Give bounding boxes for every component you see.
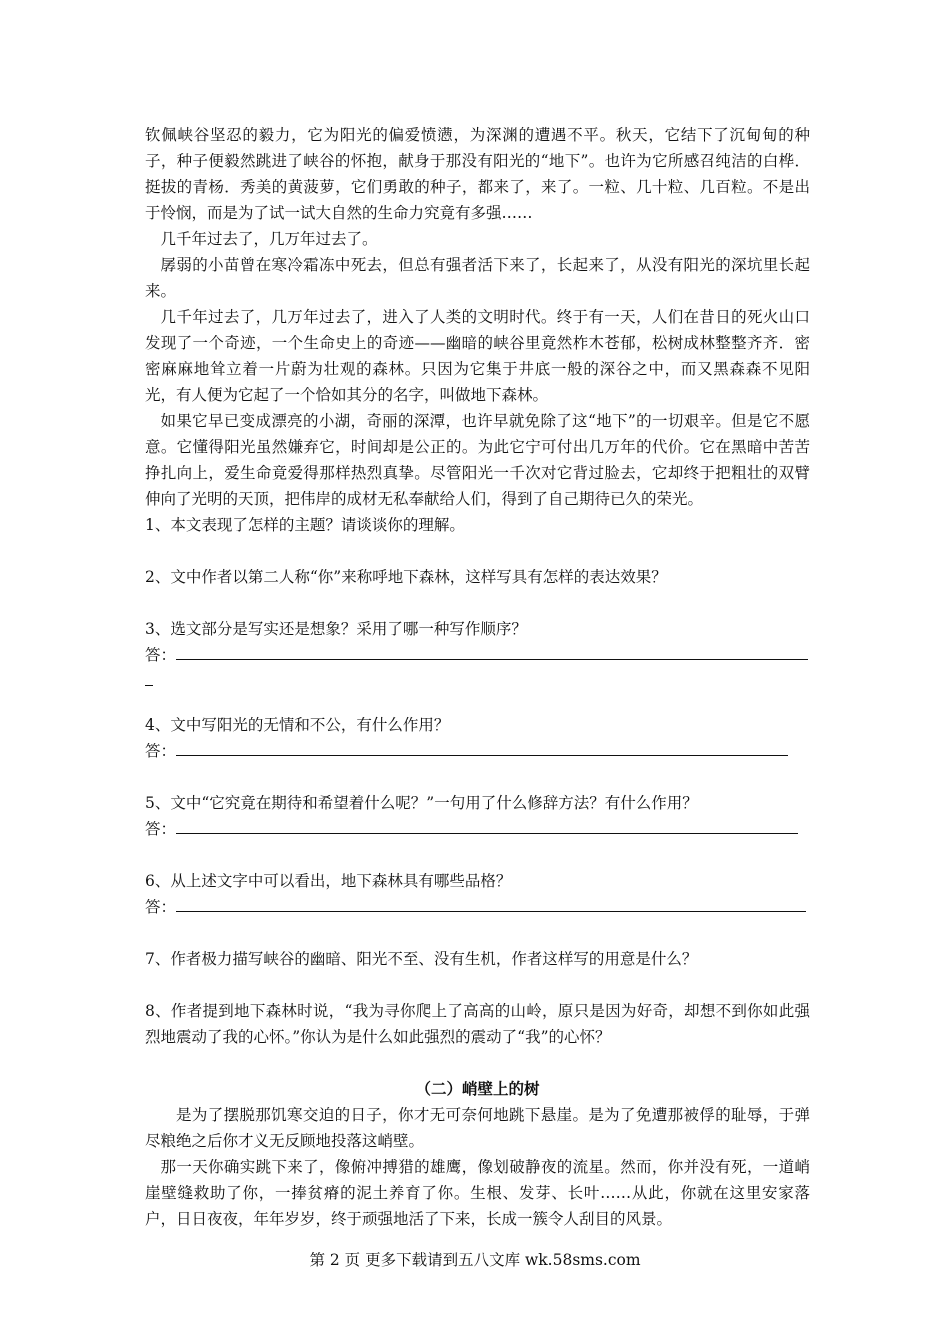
question-6: 6、从上述文字中可以看出，地下森林具有哪些品格？ bbox=[145, 872, 512, 890]
question-2: 2、文中作者以第二人称“你”来称呼地下森林，这样写具有怎样的表达效果？ bbox=[145, 568, 667, 586]
passage-paragraph: 孱弱的小苗曾在寒冷霜冻中死去，但总有强者活下来了，长起来了，从没有阳光的深坑里长起来。 bbox=[145, 256, 810, 300]
passage-paragraph: 几千年过去了，几万年过去了。 bbox=[160, 230, 378, 248]
question-7: 7、作者极力描写峡谷的幽暗、阳光不至、没有生机，作者这样写的用意是什么？ bbox=[145, 950, 698, 968]
section-paragraph: 那一天你确实跳下来了，像俯冲搏猎的雄鹰，像划破静夜的流星。然而，你并没有死，一道峭崖壁缝救助了你，一捧贫瘠的泥土养育了你。生根、发芽、长叶……从此，你就在这里安家落户，日日夜夜，年年岁岁，终于顽强地活了下来，长成一簇令人刮目的风景。 bbox=[145, 1158, 810, 1228]
answer-row-6 bbox=[145, 894, 810, 920]
passage-paragraph: 几千年过去了，几万年过去了，进入了人类的文明时代。终于有一天，人们在昔日的死火山口发现了一个奇迹，一个生命史上的奇迹——幽暗的峡谷里竟然柞木苍郁，松树成林整整齐齐．密密麻麻地耸立着一片蔚为壮观的森林。只因为它集于井底一般的深谷之中，而又黑森森不见阳光，有人便为它起了一个恰如其分的名字，叫做地下森林。 bbox=[145, 308, 810, 404]
question-3: 3、选文部分是写实还是想象？采用了哪一种写作顺序？ bbox=[145, 620, 527, 638]
question-5: 5、文中“它究竟在期待和希望着什么呢？”一句用了什么修辞方法？有什么作用？ bbox=[145, 794, 698, 812]
question-1: 1、本文表现了怎样的主题？请谈谈你的理解。 bbox=[145, 516, 465, 534]
answer-line-3-continuation bbox=[145, 668, 153, 686]
answer-label: 答： bbox=[145, 742, 177, 760]
page-content bbox=[145, 122, 810, 1232]
passage-paragraph: 钦佩峡谷坚忍的毅力，它为阳光的偏爱愤懑，为深渊的遭遇不平。秋天，它结下了沉甸甸的种子，种子便毅然跳进了峡谷的怀抱，献身于那没有阳光的“地下”。也许为它所感召纯洁的白桦．挺拔的青杨．秀美的黄菠萝，它们勇敢的种子，都来了，来了。一粒、几十粒、几百粒。不是出于怜悯，而是为了试一试大自然的生命力究竟有多强…… bbox=[145, 126, 810, 222]
answer-label: 答： bbox=[145, 820, 177, 838]
question-8: 8、作者提到地下森林时说，“我为寻你爬上了高高的山岭，原只是因为好奇，却想不到你如此强烈地震动了我的心怀。”你认为是什么如此强烈的震动了“我”的心怀？ bbox=[145, 1002, 810, 1046]
answer-row-4 bbox=[145, 738, 810, 764]
question-4: 4、文中写阳光的无情和不公，有什么作用？ bbox=[145, 716, 450, 734]
section-title: （二）峭壁上的树 bbox=[415, 1079, 540, 1098]
answer-label: 答： bbox=[145, 898, 177, 916]
answer-row-5 bbox=[145, 816, 810, 842]
answer-line-5[interactable] bbox=[176, 816, 798, 834]
passage-paragraph: 如果它早已变成漂亮的小湖，奇丽的深潭，也许早就免除了这“地下”的一切艰辛。但是它不愿意。它懂得阳光虽然嫌弃它，时间却是公正的。为此它宁可付出几万年的代价。它在黑暗中苦苦挣扎向上，爱生命竟爱得那样热烈真挚。尽管阳光一千次对它背过脸去，它却终于把粗壮的双臂伸向了光明的天顶，把伟岸的成材无私奉献给人们，得到了自己期待已久的荣光。 bbox=[145, 412, 810, 508]
answer-line-4[interactable] bbox=[176, 738, 788, 756]
answer-line-3[interactable] bbox=[176, 642, 808, 660]
answer-row-3 bbox=[145, 642, 810, 668]
answer-label: 答： bbox=[145, 646, 177, 664]
answer-line-6[interactable] bbox=[176, 894, 806, 912]
page-footer: 第 2 页 更多下载请到五八文库 wk.58sms.com bbox=[309, 1251, 641, 1269]
section-paragraph: 是为了摆脱那饥寒交迫的日子，你才无可奈何地跳下悬崖。是为了免遭那被俘的耻辱，于弹尽粮绝之后你才义无反顾地投落这峭壁。 bbox=[145, 1106, 810, 1150]
